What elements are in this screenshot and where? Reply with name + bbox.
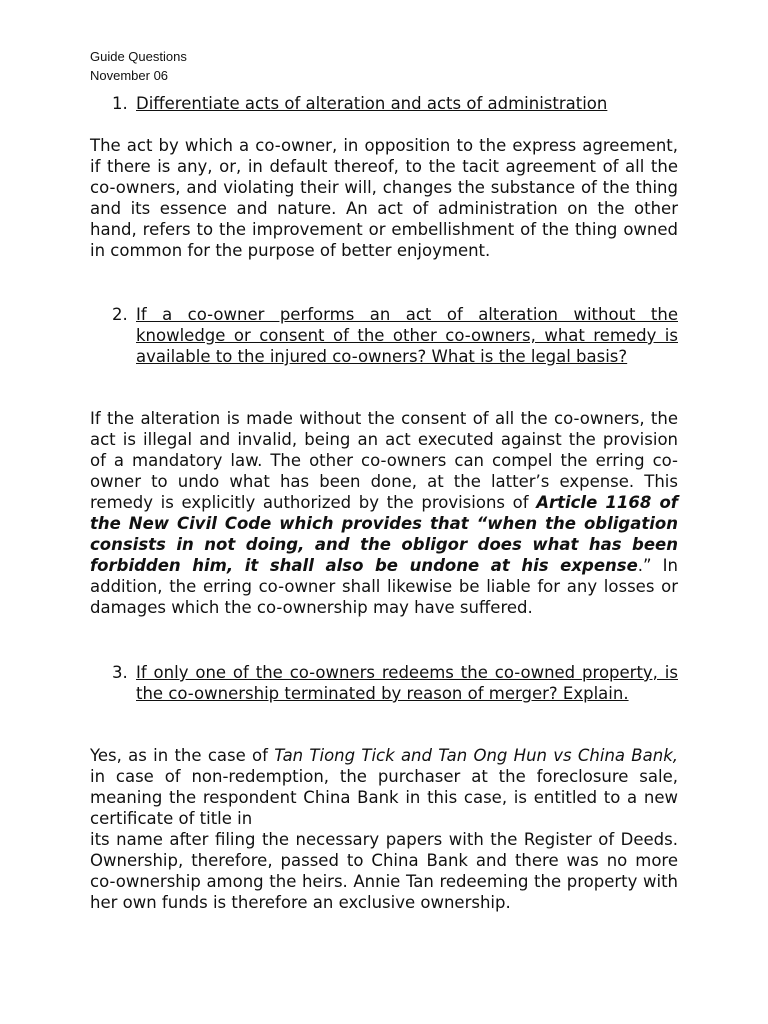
answer-1: The act by which a co-owner, in opposition to the express agreement, if there is any, or, in default thereof, to the tacit agreement of all the co-owners, and violating their will, changes the substance of the thing and its essence and nature. An act of administration on the other hand, refers to the improvement or embellishment of the thing owned in common for the purpose of better enjoyment. — [90, 136, 678, 260]
answer-3 — [90, 745, 678, 913]
question-2 — [112, 304, 678, 367]
question-3-number: 3. — [112, 663, 128, 682]
answer-3-middle: in case of non-redemption, the purchaser at the foreclosure sale, meaning the respondent China Bank in this case, is entitled to a new certificate of title in — [90, 767, 678, 828]
question-1 — [112, 93, 678, 114]
answer-3-start: Yes, as in the case of — [90, 746, 275, 765]
question-3 — [112, 662, 678, 704]
answer-2-article-quote: Article 1168 of the New Civil Code which provides that “when the obligation consists in not doing, and the obligor does what has been forbidden him, it shall also be undone at his expense — [90, 493, 678, 575]
question-1-text: Differentiate acts of alteration and acts of administration — [136, 94, 608, 113]
question-2-text: If a co-owner performs an act of alteration without the knowledge or consent of the other co-owners, what remedy is available to the injured co-owners? What is the legal basis? — [136, 305, 678, 366]
answer-2-start: If the alteration is made without the consent of all the co-owners, the act is illegal and invalid, being an act executed against the provision of a mandatory law. The other co-owners can compel the erring co-owner to undo what has been done, at the latter’s expense. This remedy is explicitly authorized by the provisions of — [90, 409, 678, 512]
header-date: November 06 — [90, 68, 169, 83]
answer-3-end: its name after filing the necessary papers with the Register of Deeds. Ownership, therefore, passed to China Bank and there was no more co-ownership among the heirs. Annie Tan redeeming the property with her own funds is therefore an exclusive ownership. — [90, 830, 678, 912]
answer-2 — [90, 408, 678, 618]
answer-2-end: .” In addition, the erring co-owner shall likewise be liable for any losses or damages which the co-ownership may have suffered. — [90, 556, 678, 617]
answer-3-case-name: Tan Tiong Tick and Tan Ong Hun vs China Bank, — [274, 746, 678, 765]
document-header — [90, 47, 187, 85]
question-2-number: 2. — [112, 305, 128, 324]
question-1-number: 1. — [112, 94, 128, 113]
question-3-text: If only one of the co-owners redeems the co-owned property, is the co-ownership terminated by reason of merger? Explain. — [136, 663, 678, 703]
header-title: Guide Questions — [90, 49, 187, 64]
